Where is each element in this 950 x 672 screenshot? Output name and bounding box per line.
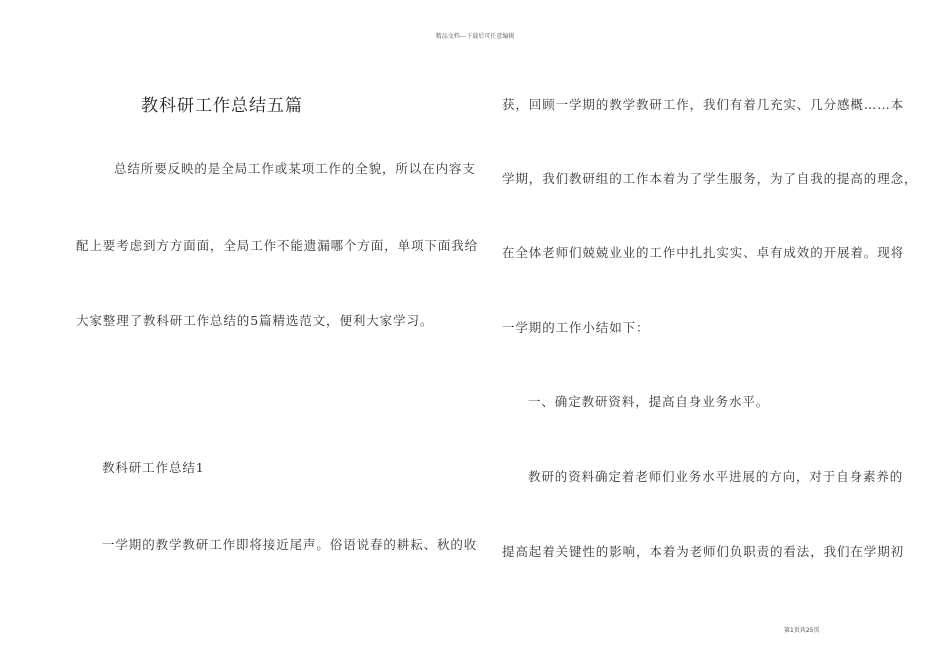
- right-line-3: 在全体老师们兢兢业业的工作中扎扎实实、卓有成效的开展着。现将: [502, 245, 905, 260]
- section-heading: 教科研工作总结1: [102, 460, 205, 475]
- header-note: 精品文档---下载后可任意编辑: [435, 33, 515, 40]
- body-line-1: 一学期的教学教研工作即将接近尾声。俗语说春的耕耘、秋的收: [102, 537, 478, 552]
- intro-line-3: 大家整理了教科研工作总结的5篇精选范文，便利大家学习。: [76, 313, 434, 328]
- right-line-7: 提高起着关键性的影响，本着为老师们负职责的看法，我们在学期初: [502, 544, 905, 559]
- right-line-5: 一、确定教研资料，提高自身业务水平。: [528, 394, 770, 409]
- intro-line-1: 总结所要反映的是全局工作或某项工作的全貌，所以在内容支: [114, 161, 476, 176]
- intro-line-2: 配上要考虑到方方面面，全局工作不能遗漏哪个方面，单项下面我给: [76, 238, 479, 253]
- page-title: 教科研工作总结五篇: [141, 96, 303, 116]
- right-line-2: 学期，我们教研组的工作本着为了学生服务，为了自我的提高的理念，: [502, 171, 918, 186]
- page-number: 第1页共25页: [784, 627, 820, 634]
- right-line-1: 获，回顾一学期的教学教研工作，我们有着几充实、几分感概……本: [502, 97, 905, 112]
- right-line-4: 一学期的工作小结如下：: [502, 320, 650, 335]
- right-line-6: 教研的资料确定着老师们业务水平进展的方向，对于自身素养的: [528, 469, 904, 484]
